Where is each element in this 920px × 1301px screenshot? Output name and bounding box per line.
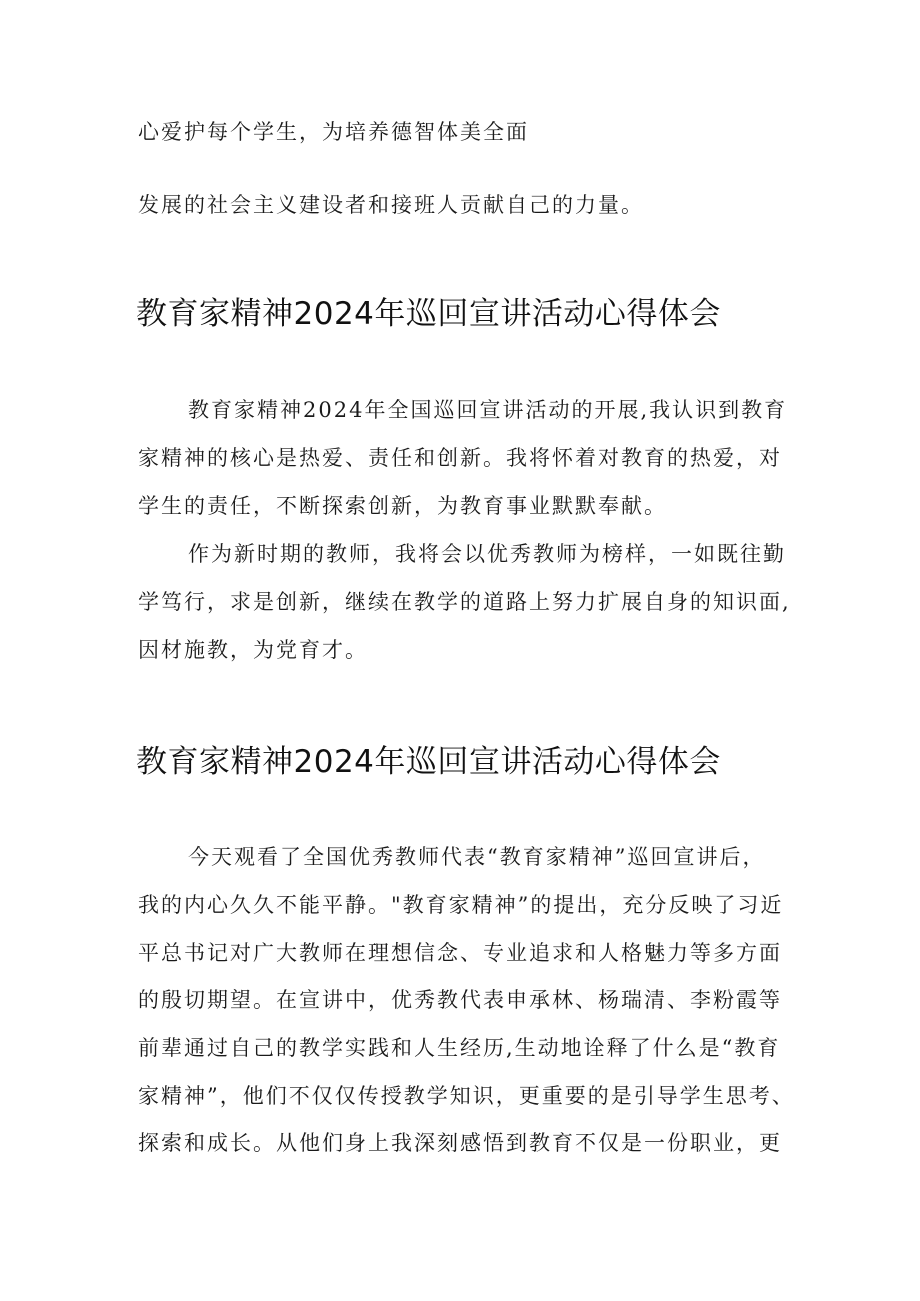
section-heading: 教育家精神2024年巡回宣讲活动心得体会 <box>136 296 721 332</box>
paragraph-line: 学生的责任，不断探索创新，为教育事业默默奉献。 <box>138 494 667 518</box>
paragraph-line: 我的内心久久不能平静。"教育家精神”的提出，充分反映了习近 <box>138 893 784 917</box>
paragraph-line: 心爱护每个学生，为培养德智体美全面 <box>138 120 529 144</box>
paragraph-line: 作为新时期的教师，我将会以优秀教师为榜样，一如既往勤 <box>188 542 786 566</box>
paragraph-line: 探索和成长。从他们身上我深刻感悟到教育不仅是一份职业，更 <box>138 1131 782 1155</box>
paragraph-line: 平总书记对广大教师在理想信念、专业追求和人格魅力等多方面 <box>138 941 782 965</box>
paragraph-line: 教育家精神2024年全国巡回宣讲活动的开展,我认识到教育 <box>188 398 788 422</box>
paragraph-line: 前辈通过自己的教学实践和人生经历,生动地诠释了什么是“教育 <box>138 1036 781 1060</box>
paragraph-line: 学笃行，求是创新，继续在教学的道路上努力扩展自身的知识面, <box>138 590 791 614</box>
paragraph-line: 因材施教，为党育才。 <box>138 638 368 662</box>
paragraph-line: 家精神的核心是热爱、责任和创新。我将怀着对教育的热爱，对 <box>138 446 782 470</box>
paragraph-line: 家精神”，他们不仅仅传授教学知识，更重要的是引导学生思考、 <box>138 1084 795 1108</box>
paragraph-line: 的殷切期望。在宣讲中，优秀教代表申承林、杨瑞清、李粉霞等 <box>138 988 782 1012</box>
paragraph-line: 今天观看了全国优秀教师代表“教育家精神”巡回宣讲后， <box>188 845 766 869</box>
paragraph-line: 发展的社会主义建设者和接班人贡献自己的力量。 <box>138 193 644 217</box>
section-heading: 教育家精神2024年巡回宣讲活动心得体会 <box>136 744 721 780</box>
